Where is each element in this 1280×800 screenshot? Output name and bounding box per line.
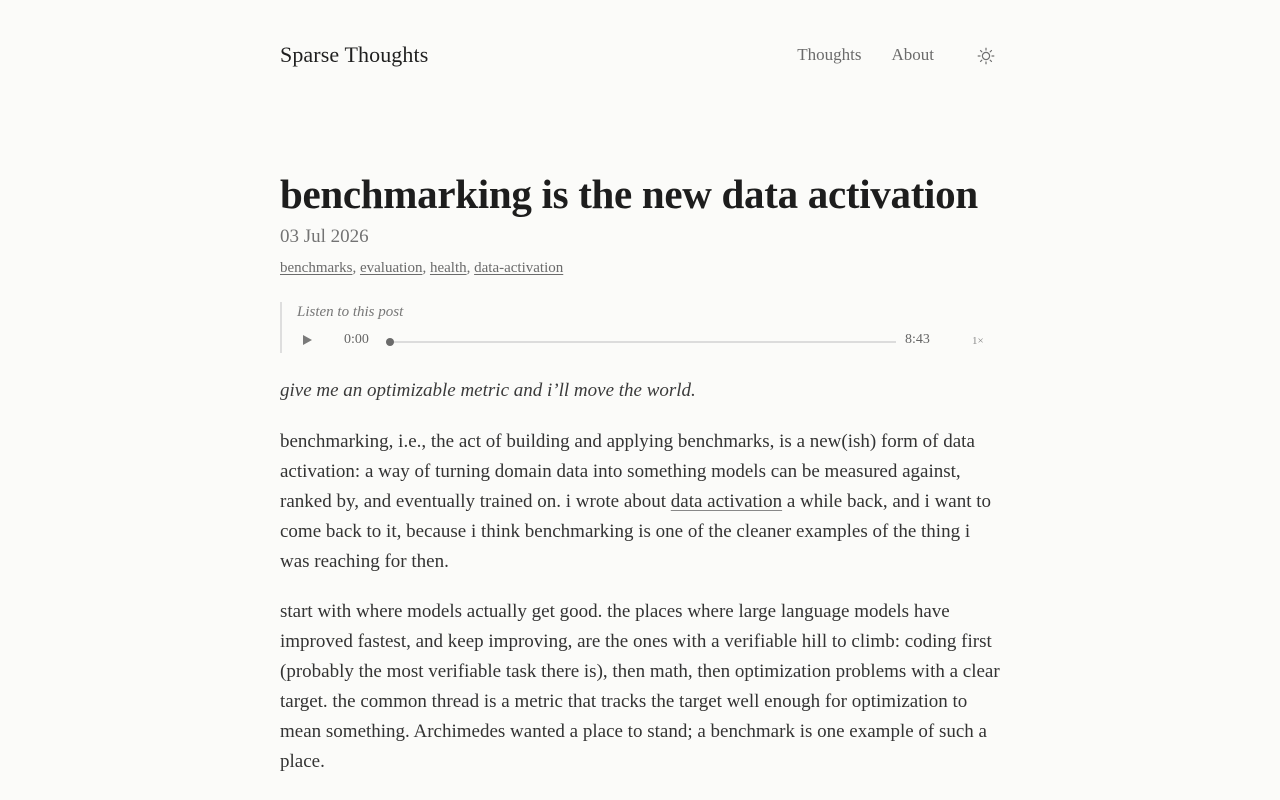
tag-separator: , (422, 260, 430, 276)
play-icon[interactable] (303, 335, 312, 345)
nav-link-thoughts[interactable]: Thoughts (797, 45, 862, 64)
tag-separator: , (466, 260, 475, 276)
theme-toggle-button[interactable] (976, 46, 996, 66)
paragraph-2: start with where models actually get good. the places where large language models have improved fastest, and keep improving, are the ones with a verifiable hill to climb: coding first (probably the most verifiable task there is), then math, then optimization problems with a clear target. the common thread is a metric that tracks the target well enough for optimization to mean something. Archimedes wanted a place to stand; a benchmark is one example of such a place. (280, 601, 1000, 772)
data-activation-link[interactable]: data activation (670, 491, 783, 512)
audio-seek-handle[interactable] (386, 338, 394, 346)
site-brand-link[interactable]: Sparse Thoughts (280, 42, 429, 67)
tag-list (280, 260, 563, 277)
audio-label: Listen to this post (297, 304, 404, 320)
nav-link-about[interactable]: About (891, 45, 934, 64)
sun-icon (977, 47, 995, 65)
paragraph-1 (280, 427, 1002, 577)
paragraph-1-text-continued: a while back, and i want to come back to it, because i think benchmarking is one of the cleaner examples of the thing i was reaching for then. (280, 491, 992, 572)
audio-current-time: 0:00 (344, 332, 369, 347)
audio-total-time: 8:43 (905, 332, 930, 347)
tag-link-data-activation[interactable]: data-activation (474, 260, 564, 276)
post-date: 03 Jul 2026 (280, 226, 369, 247)
post-epigraph: give me an optimizable metric and i’ll move the world. (280, 380, 696, 401)
tag-separator: , (352, 260, 360, 276)
post-title: benchmarking is the new data activation (280, 171, 978, 217)
tag-link-evaluation[interactable]: evaluation (359, 260, 423, 276)
main-nav (797, 45, 934, 65)
paragraph-1-text: benchmarking, i.e., the act of building and applying benchmarks, is a new(ish) form of data activation: a way of turning domain data into something models can be measured against, ranked by, and eventually trained on. i wrote about (280, 431, 975, 512)
playback-speed-button[interactable]: 1× (972, 335, 984, 347)
tag-link-health[interactable]: health (429, 260, 467, 276)
audio-seek-bar[interactable] (386, 341, 896, 343)
site-header (280, 0, 1000, 110)
tag-link-benchmarks[interactable]: benchmarks (280, 260, 353, 276)
audio-player (280, 302, 1000, 353)
